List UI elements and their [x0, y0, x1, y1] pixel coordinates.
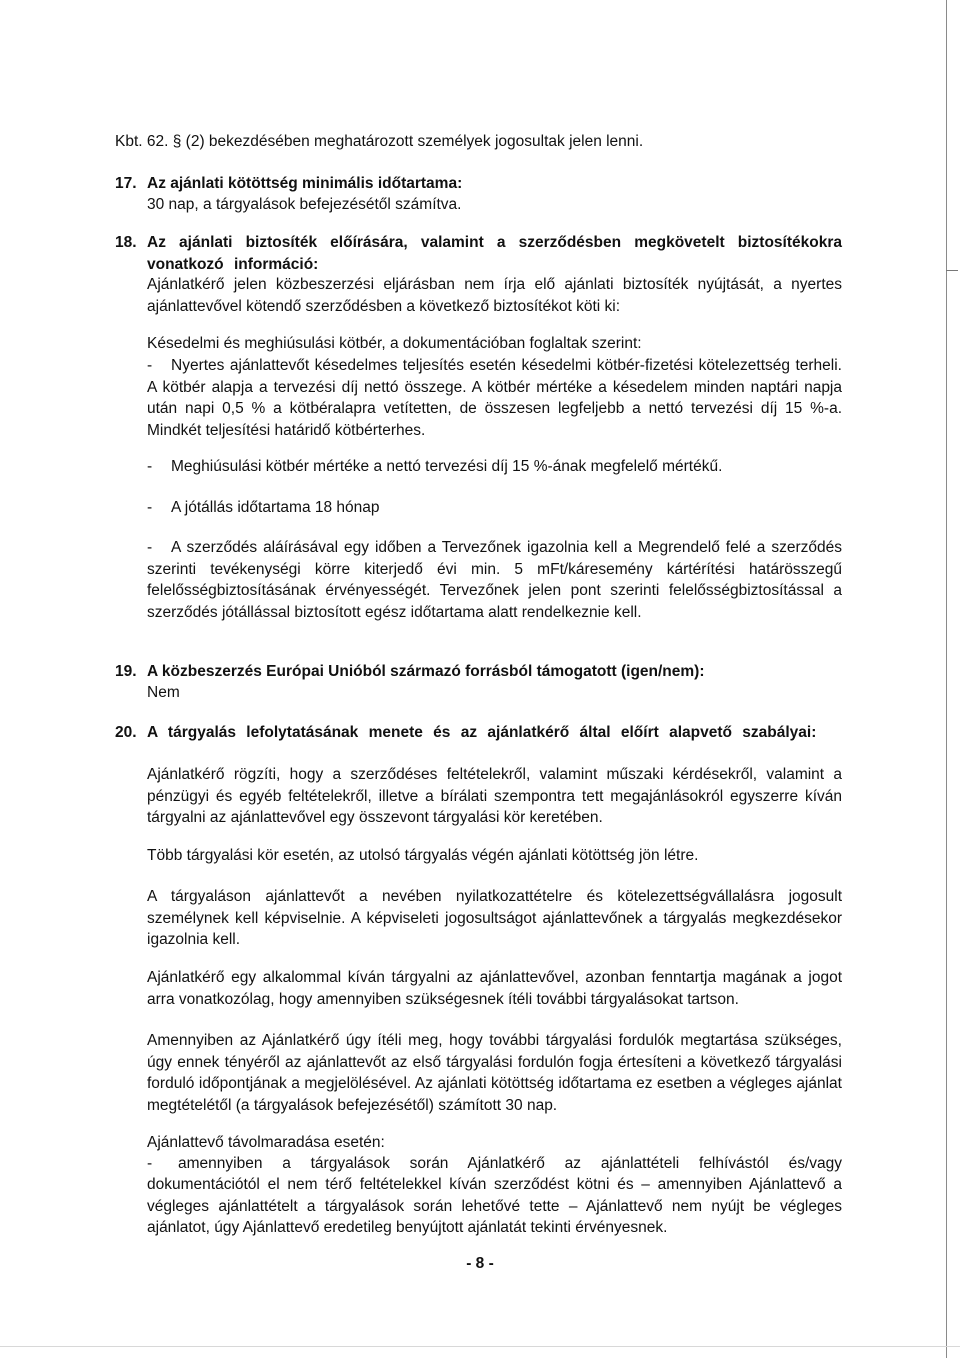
absence-item-continuation: dokumentációtól el nem térő feltételekkel kíván szerződést kötni és – amennyiben Ajánlattevő a végleges ajánlattételt a tárgyalások során lehetővé tette – Ajánlattevő nem nyújt be végleges ajánlatot, úgy Ajánlattevő eredetileg benyújtott ajánlatát tekinti érvényesnek. [147, 1176, 842, 1236]
warranty-item: A jótállás időtartama 18 hónap [171, 499, 380, 516]
scan-edge-mark [946, 270, 958, 271]
section-20-heading: A tárgyalás lefolytatásának menete és az ajánlatkérő által előírt alapvető szabályai: [147, 724, 817, 741]
section-18-heading: Az ajánlati biztosíték előírására, valamint a szerződésben megkövetelt biztosítékokra vonatkozó információ: [147, 234, 842, 273]
section-20-paragraph: Ajánlatkérő rögzíti, hogy a szerződéses feltételekről, valamint műszaki kérdésekről, valamint a pénzügyi és egyéb feltételekről, illetve a bírálati szempontra tett megajánlásokról egyszerre kíván tárgyalni az ajánlattevővel egy összevont tárgyalási kör keretében. [147, 766, 842, 826]
section-19-heading: A közbeszerzés Európai Unióból származó forrásból támogatott (igen/nem): [147, 663, 705, 680]
list-dash: - [147, 1155, 153, 1172]
list-dash: - [147, 357, 153, 374]
cancellation-penalty-item: Meghiúsulási kötbér mértéke a nettó tervezési díj 15 %-ának megfelelő mértékű. [171, 458, 723, 475]
section-19-answer: Nem [147, 684, 180, 701]
absence-item-first-line: amennyiben a tárgyalások során Ajánlatkérő az ajánlattételi felhívástól és/vagy [178, 1155, 842, 1172]
section-20-paragraph: Ajánlatkérő egy alkalommal kíván tárgyalni az ajánlattevővel, azonban fenntartja magának a jogot arra vonatkozólag, hogy amennyiben szükségesnek ítéli további tárgyalásokat tartson. [147, 969, 842, 1008]
intro-line: Kbt. 62. § (2) bekezdésében meghatározott személyek jogosultak jelen lenni. [115, 133, 644, 150]
list-dash: - [147, 539, 153, 556]
section-20-paragraph: A tárgyaláson ajánlattevőt a nevében nyilatkozattételre és kötelezettségvállalásra jogosult személynek kell képviselnie. A képviseleti jogosultságot ajánlattevőnek a tárgyalás megkezdésekor igazolnia kell. [147, 888, 842, 948]
section-19-number: 19. [115, 663, 137, 680]
page-number: - 8 - [466, 1255, 494, 1272]
section-20-number: 20. [115, 724, 137, 741]
section-18-number: 18. [115, 234, 137, 251]
section-17-heading: Az ajánlati kötöttség minimális időtartama: [147, 175, 463, 192]
section-20-paragraph: Amennyiben az Ajánlatkérő úgy ítéli meg, hogy további tárgyalási fordulók megtartása szükséges, úgy ennek tényéről az ajánlattevőt az első tárgyalási fordulón fogja értesíteni a következő tárgyalási forduló időpontjának a megjelölésével. Az ajánlati kötöttség időtartama ez esetben a végleges ajánlat megtételétől (a tárgyalások befejezésétől) számított 30 nap. [147, 1032, 842, 1114]
list-dash: - [147, 499, 153, 516]
section-20-paragraph: Több tárgyalási kör esetén, az utolsó tárgyalás végén ajánlati kötöttség jön létre. [147, 847, 699, 864]
insurance-item: A szerződés aláírásával egy időben a Tervezőnek igazolnia kell a Megrendelő felé a szerződés szerinti tevékenységi körre kiterjedő évi min. 5 mFt/káresemény kártérítési határösszegű felelősségbiztosításának érvényességét. Tervezőnek jelen pont szerinti felelősségbiztosítással a szerződés jótállással biztosított egész időtartama alatt rendelkeznie kell. [147, 539, 842, 621]
section-17-text: 30 nap, a tárgyalások befejezésétől számítva. [147, 196, 462, 213]
section-18-intro: Ajánlatkérő jelen közbeszerzési eljárásban nem írja elő ajánlati biztosíték nyújtását, a nyertes ajánlattevővel kötendő szerződésben a következő biztosítékot köti ki: [147, 276, 842, 315]
late-penalty-item: Nyertes ajánlattevőt késedelmes teljesítés esetén késedelmi kötbér-fizetési kötelezettség terheli. A kötbér alapja a tervezési díj nettó összege. A kötbér mértéke a késedelem minden naptári napja után napi 0,5 % a kötbéralapra vetítetten, de összesen legfeljebb a nettó tervezési díj 15 %-a. Mindkét teljesítési határidő kötbérterhes. [147, 357, 842, 439]
scan-edge-line [946, 0, 947, 1358]
late-penalty-title: Késedelmi és meghiúsulási kötbér, a dokumentációban foglaltak szerint: [147, 335, 642, 352]
section-17-number: 17. [115, 175, 137, 192]
list-dash: - [147, 458, 153, 475]
absence-title: Ajánlattevő távolmaradása esetén: [147, 1134, 385, 1151]
scan-bottom-edge [0, 1346, 960, 1347]
